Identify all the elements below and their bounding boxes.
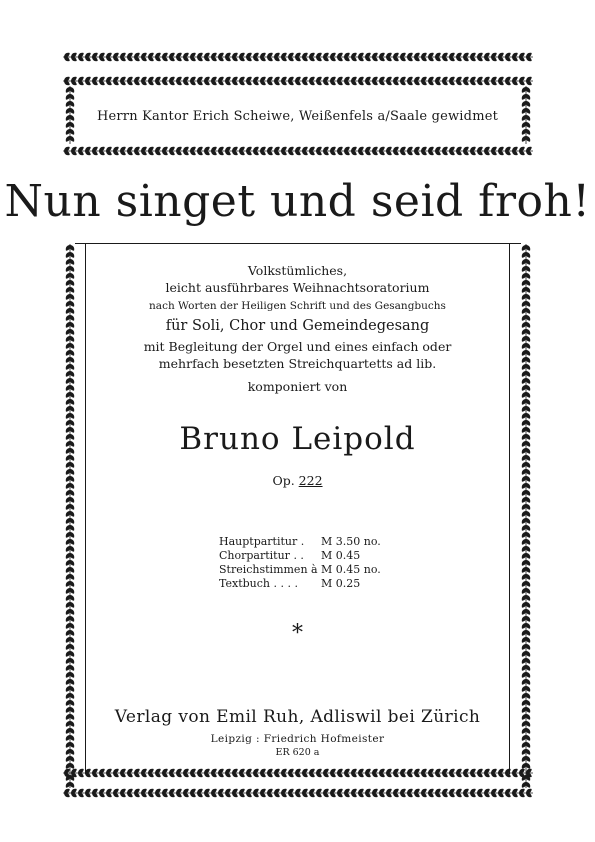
- price-value: M 3.50 no.: [321, 535, 381, 548]
- price-value: M 0.45 no.: [321, 563, 381, 576]
- opus-prefix: Op.: [272, 473, 295, 488]
- composer-name: Bruno Leipold: [179, 421, 416, 457]
- opus: [0, 473, 595, 488]
- leipzig-distributor: Leipzig : Friedrich Hofmeister: [210, 733, 385, 745]
- top-box-bottom-border: [63, 144, 533, 158]
- main-title: Nun singet und seid froh!: [4, 176, 591, 227]
- subtitle-line-1: Volkstümliches,: [247, 263, 348, 278]
- asterisk-ornament: *: [292, 621, 303, 646]
- opus-number: 222: [298, 473, 323, 488]
- price-row: [219, 549, 381, 563]
- top-outer-border: [63, 50, 533, 64]
- price-label: Hauptpartitur .: [219, 535, 305, 548]
- price-row: [219, 535, 381, 549]
- price-value: M 0.45: [321, 549, 361, 562]
- composed-by: komponiert von: [247, 379, 348, 394]
- bottom-inner-border: [63, 766, 533, 780]
- bottom-outer-border: [63, 786, 533, 800]
- price-label: Chorpartitur . .: [219, 549, 304, 562]
- subtitle-line-2: leicht ausführbares Weihnachtsoratorium: [165, 280, 430, 295]
- subtitle-line-6: mehrfach besetzten Streichquartetts ad lib.: [158, 356, 437, 371]
- publisher: Verlag von Emil Ruh, Adliswil bei Zürich: [114, 707, 481, 727]
- top-inner-border: [63, 74, 533, 88]
- subtitle-line-5: mit Begleitung der Orgel und eines einfach oder: [143, 339, 452, 354]
- price-list: [219, 535, 381, 591]
- bottom-left-foot-border: [63, 774, 77, 788]
- subtitle-line-4: für Soli, Chor und Gemeindegesang: [165, 318, 430, 334]
- price-label: Streichstimmen à: [219, 563, 318, 576]
- price-value: M 0.25: [321, 577, 361, 590]
- bottom-box-top-rule: [75, 243, 521, 244]
- bottom-right-foot-border: [519, 774, 533, 788]
- price-label: Textbuch . . . .: [219, 577, 298, 590]
- edition-number: ER 620 a: [275, 747, 320, 758]
- price-row: [219, 577, 381, 591]
- dedication: Herrn Kantor Erich Scheiwe, Weißenfels a/Saale gewidmet: [96, 109, 499, 124]
- subtitle-line-3: nach Worten der Heiligen Schrift und des Gesangbuchs: [149, 300, 446, 312]
- price-row: [219, 563, 381, 577]
